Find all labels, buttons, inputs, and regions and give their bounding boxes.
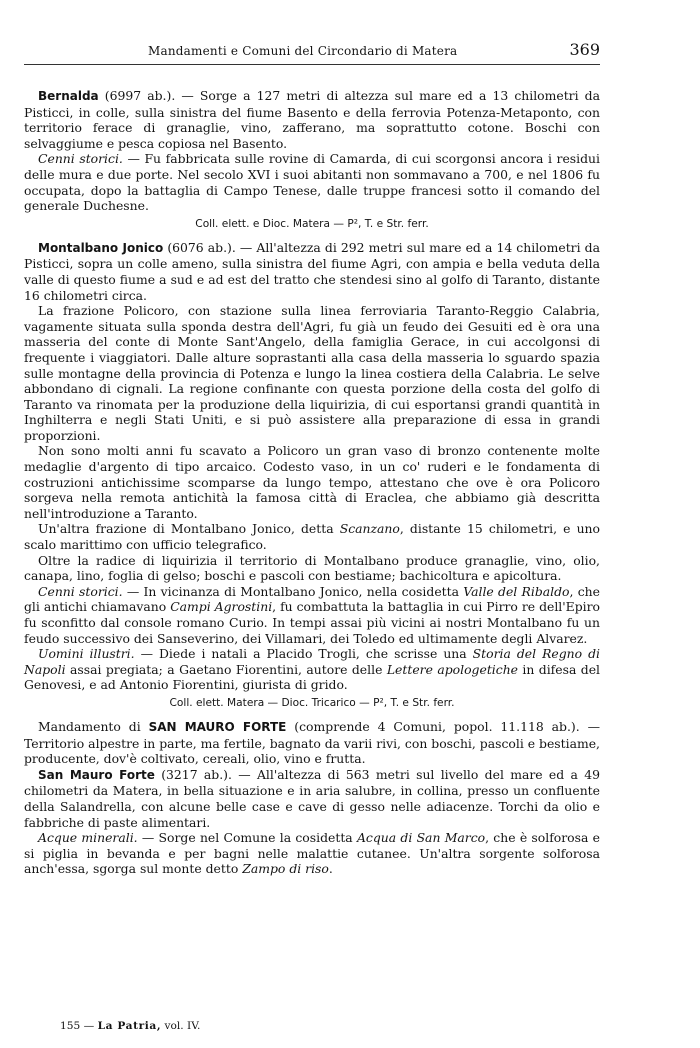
section-label: Uomini illustri. — [38, 646, 135, 662]
place-name: Zampo di riso — [242, 861, 329, 877]
mandamento-name: SAN MAURO FORTE — [148, 719, 287, 734]
text-run: Mandamento di — [38, 718, 149, 734]
place-name: Acqua di San Marco — [356, 830, 486, 846]
paragraph-uomini-illustri — [24, 646, 600, 693]
paragraph-scanzano — [24, 521, 600, 552]
text-run: in difesa del Genovesi, e ad Antonio Fiorentini, giurista di grido. — [24, 661, 600, 693]
text-run: , distante 15 chilometri, e uno scalo marittimo con ufficio telegrafico. — [24, 521, 600, 553]
paragraph-san-mauro — [24, 767, 600, 830]
text-run: — Diede i natali a Placido Trogli, che scrisse una — [134, 646, 473, 662]
entry-heading-san-mauro: San Mauro Forte — [38, 767, 155, 782]
text-run: — Sorge nel Comune la cosidetta — [137, 830, 357, 846]
footer-title: La Patria, — [97, 1020, 162, 1032]
entry-heading-montalbano: Montalbano Jonico — [38, 240, 164, 255]
text-run: , che è solforosa e si piglia in bevanda e per bagni nelle malattie cutanee. Un'altra sorgente solforosa anch'essa, sgorga sul monte detto — [24, 830, 600, 877]
page-number: 369 — [569, 40, 600, 59]
text-run: , che gli antichi chiamavano — [24, 583, 600, 615]
paragraph-bernalda-cenni — [24, 151, 600, 213]
text-run: (comprende 4 Comuni, popol. 11.118 ab.). — Territorio alpestre in parte, ma fertile, bagnato da varii rivi, con boschi, pascoli e bestiame, producente, dov'è coltivato, cereali, olio, vino e frutta. — [24, 718, 600, 767]
text-run: — In vicinanza di Montalbano Jonico, nella cosidetta — [122, 583, 464, 599]
header-rule — [24, 64, 600, 65]
paragraph-vaso: Non sono molti anni fu scavato a Policoro un gran vaso di bronzo contenente molte medaglie d'argento di tipo arcaico. Codesto vaso, in un co' ruderi e le fondamenta di costruzioni antichissime scomparse da lungo tempo, attestano che ove è ora Policoro sorgeva nella remota antichità la famosa città di Eraclea, che abbiamo già descritta nell'introduzione a Taranto. — [24, 443, 600, 521]
page-body — [24, 88, 600, 877]
page-footer — [60, 1020, 200, 1032]
place-name: Scanzano — [339, 521, 400, 537]
section-label: Cenni storici. — [38, 583, 123, 599]
running-title: Mandamenti e Comuni del Circondario di Matera — [148, 44, 458, 58]
text-run: , fu combattuta la battaglia in cui Pirro re dell'Epiro fu sconfitto dal console romano Curio. In tempi assai più vicini ai nostri Montalbano fu un feudo successivo dei Sanseverino, dei Villamari, dei Toledo ed ultimamente degli Alvarez. — [24, 599, 600, 646]
section-label: Cenni storici. — [38, 151, 123, 167]
paragraph-mandamento — [24, 719, 600, 767]
paragraph-policoro: La frazione Policoro, con stazione sulla linea ferroviaria Taranto-Reggio Calabria, vagamente situata sulla sponda destra dell'Agri, fu già un feudo dei Gesuiti ed è ora una masseria del conte di Monte Sant'Angelo, della famiglia Gerace, in cui accolgonsi di frequente i viaggiatori. Dalle alture soprastanti alla casa della masseria lo sguardo spazia sulle montagne della provincia di Potenza e lungo la linea costiera della Calabria. Le selve abbondano di cignali. La regione confinante con questa porzione della costa del golfo di Taranto va rinomata per la produzione della liquirizia, di cui esportansi grandi quantità in Inghilterra e negli Stati Uniti, e si può assistere alla preparazione di essa in grandi proporzioni. — [24, 303, 600, 443]
place-name: Campi Agrostini — [170, 599, 273, 615]
section-text: — Fu fabbricata sulle rovine di Camarda, di cui scorgonsi ancora i residui delle mura e due porte. Nel secolo XVI i suoi abitanti non sommavano a 700, e nel 1806 fu occupata, dopo la battaglia di Campo Tenese, dalle truppe francesi sotto il comando del generale Duchesne. — [24, 151, 600, 214]
paragraph-bernalda — [24, 88, 600, 151]
running-header — [38, 38, 598, 58]
section-label: Acque minerali. — [38, 830, 138, 846]
paragraph-liquirizia: Oltre la radice di liquirizia il territorio di Montalbano produce granaglie, vino, olio, canapa, lino, foglia di gelso; boschi e pascoli con bestiame; bachicoltura e apicoltura. — [24, 552, 600, 584]
place-name: Valle del Ribaldo — [463, 583, 570, 599]
text-run: . — [328, 861, 333, 877]
entry-heading-bernalda: Bernalda — [38, 89, 99, 103]
text-run: assai pregiata; a Gaetano Fiorentini, autore delle — [65, 661, 387, 677]
paragraph-montalbano — [24, 240, 600, 303]
entry-text: (6997 ab.). — Sorge a 127 metri di altezza sul mare ed a 13 chilometri da Pisticci, in colle, sulla sinistra del fiume Basento e della ferrovia Potenza-Metaponto, con territorio ferace di granaglie, vino, zafferano, ma soprattutto cotone. Boschi con selvaggiume e pesca copiosa nel Basento. — [24, 88, 600, 151]
footer-volume: vol. IV. — [164, 1020, 201, 1032]
book-title: Storia del Regno di Napoli — [24, 646, 601, 677]
paragraph-montalbano-cenni — [24, 584, 600, 646]
entry-text: (6076 ab.). — All'altezza di 292 metri sul mare ed a 14 chilometri da Pisticci, sopra un colle ameno, sulla sinistra del fiume Agri, con ampia e bella veduta della valle di questo fiume a sud e ad est del tratto che stendesi sino al golfo di Taranto, distante 16 chilometri circa. — [24, 239, 600, 303]
reference-line-montalbano: Coll. elett. Matera — Dioc. Tricarico — P², T. e Str. ferr. — [169, 696, 455, 709]
sheet-signature: 155 — — [60, 1020, 95, 1032]
reference-line-bernalda: Coll. elett. e Dioc. Matera — P², T. e Str. ferr. — [195, 217, 429, 230]
paragraph-acque-minerali — [24, 830, 600, 877]
text-run: Un'altra frazione di Montalbano Jonico, detta — [38, 521, 340, 537]
book-title: Lettere apologetiche — [386, 661, 519, 677]
entry-text: (3217 ab.). — All'altezza di 563 metri sul livello del mare ed a 49 chilometri da Matera, in bella situazione e in aria salubre, in collina, presso un confluente della Salandrella, con alcune belle case e cave di gesso nelle adiacenze. Torchi da olio e fabbriche di paste alimentari. — [24, 766, 600, 830]
